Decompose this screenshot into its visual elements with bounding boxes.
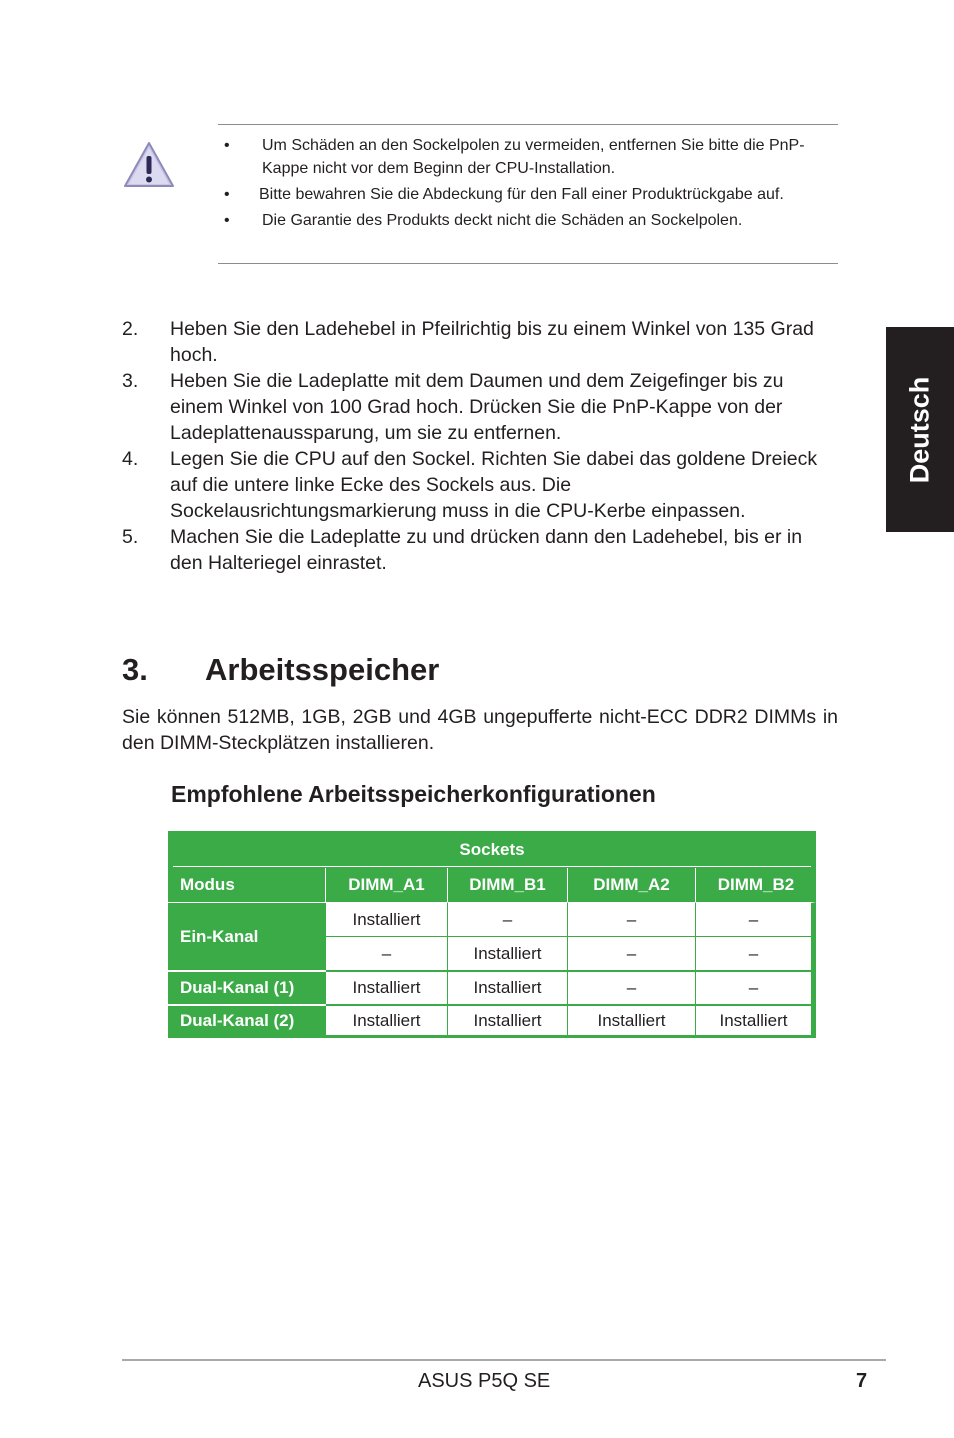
step-number: 3. — [122, 370, 139, 392]
table-cell: Installiert — [326, 902, 448, 936]
table-cell: Installiert — [448, 936, 568, 970]
caution-text: Um Schäden an den Sockelpolen zu vermeiden, entfernen Sie bitte die PnP-Kappe nicht vor dem Beginn der CPU-Installation. — [262, 137, 805, 177]
table-cell: Installiert — [568, 1004, 696, 1038]
caution-item — [224, 134, 838, 180]
warning-triangle-icon — [122, 140, 176, 190]
step-number: 2. — [122, 318, 139, 340]
step-text: Legen Sie die CPU auf den Sockel. Richten Sie dabei das goldene Dreieck auf die untere linke Ecke des Sockels aus. Die Sockelausrichtungsmarkierung muss in die CPU-Kerbe einpassen. — [170, 448, 818, 522]
caution-list — [224, 134, 838, 235]
sockets-header: Sockets — [173, 831, 811, 867]
caution-top-rule — [218, 124, 838, 125]
step-item — [122, 446, 838, 524]
mode-dual-kanal-2: Dual-Kanal (2) — [168, 1004, 326, 1038]
step-text: Heben Sie den Ladehebel in Pfeilrichtig bis zu einem Winkel von 135 Grad hoch. — [170, 318, 814, 366]
step-item — [122, 524, 838, 576]
table-cell: – — [568, 902, 696, 936]
footer-product-name: ASUS P5Q SE — [418, 1370, 551, 1392]
mode-cell — [168, 902, 326, 970]
table-cell: – — [568, 936, 696, 970]
step-number: 4. — [122, 448, 139, 470]
caution-text: Die Garantie des Produkts deckt nicht die Schäden an Sockelpolen. — [262, 212, 743, 229]
column-header-dimm-b1: DIMM_B1 — [448, 868, 568, 902]
step-number: 5. — [122, 526, 139, 548]
table-cell: – — [568, 970, 696, 1004]
step-item — [122, 368, 838, 446]
bullet: • — [224, 212, 230, 229]
language-tab — [886, 327, 954, 532]
table-row — [168, 1004, 816, 1038]
bullet: • — [224, 137, 230, 154]
column-header-dimm-a1: DIMM_A1 — [326, 868, 448, 902]
table-cell: – — [696, 902, 816, 936]
caution-item — [224, 183, 838, 206]
column-header-dimm-a2: DIMM_A2 — [568, 868, 696, 902]
mode-ein-kanal: Ein-Kanal — [180, 926, 259, 946]
mode-dual-kanal-1: Dual-Kanal (1) — [168, 970, 326, 1004]
installation-steps — [122, 316, 838, 576]
caution-text: Bitte bewahren Sie die Abdeckung für den Fall einer Produktrückgabe auf. — [259, 186, 784, 203]
section-number: 3. — [122, 652, 148, 687]
table-cell: Installiert — [696, 1004, 816, 1038]
language-tab-label: Deutsch — [904, 376, 935, 483]
table-cell: – — [326, 936, 448, 970]
table-cell: Installiert — [448, 970, 568, 1004]
caution-bottom-rule — [218, 263, 838, 264]
table-cell: Installiert — [326, 1004, 448, 1038]
column-header-modus: Modus — [168, 868, 326, 902]
table-subtitle: Empfohlene Arbeitsspeicherkonfigurationen — [171, 781, 656, 807]
section-heading: Arbeitsspeicher — [205, 652, 440, 687]
step-text: Heben Sie die Ladeplatte mit dem Daumen und dem Zeigefinger bis zu einem Winkel von 100 Grad hoch. Drücken Sie die PnP-Kappe von der Ladeplattenaussparung, um sie zu entfernen. — [170, 370, 784, 444]
table-cell: – — [448, 902, 568, 936]
bullet: • — [224, 186, 230, 203]
section-intro: Sie können 512MB, 1GB, 2GB und 4GB ungepufferte nicht-ECC DDR2 DIMMs in den DIMM-Steckplätzen installieren. — [122, 706, 838, 754]
column-header-row — [168, 868, 816, 902]
footer-rule — [122, 1359, 886, 1361]
table-cell: – — [696, 970, 816, 1004]
column-header-dimm-b2: DIMM_B2 — [717, 875, 795, 894]
memory-config-table — [168, 831, 816, 1038]
page-number: 7 — [856, 1370, 868, 1392]
step-text: Machen Sie die Ladeplatte zu und drücken dann den Ladehebel, bis er in den Halteriegel einrastet. — [170, 526, 803, 574]
table-row — [168, 902, 816, 936]
section-title — [122, 652, 439, 688]
table-cell: Installiert — [448, 1004, 568, 1038]
table-cell: – — [696, 936, 816, 970]
table-row — [168, 970, 816, 1004]
caution-item — [224, 209, 838, 232]
step-item — [122, 316, 838, 368]
sockets-header-cell — [168, 831, 816, 868]
table-cell: Installiert — [326, 970, 448, 1004]
